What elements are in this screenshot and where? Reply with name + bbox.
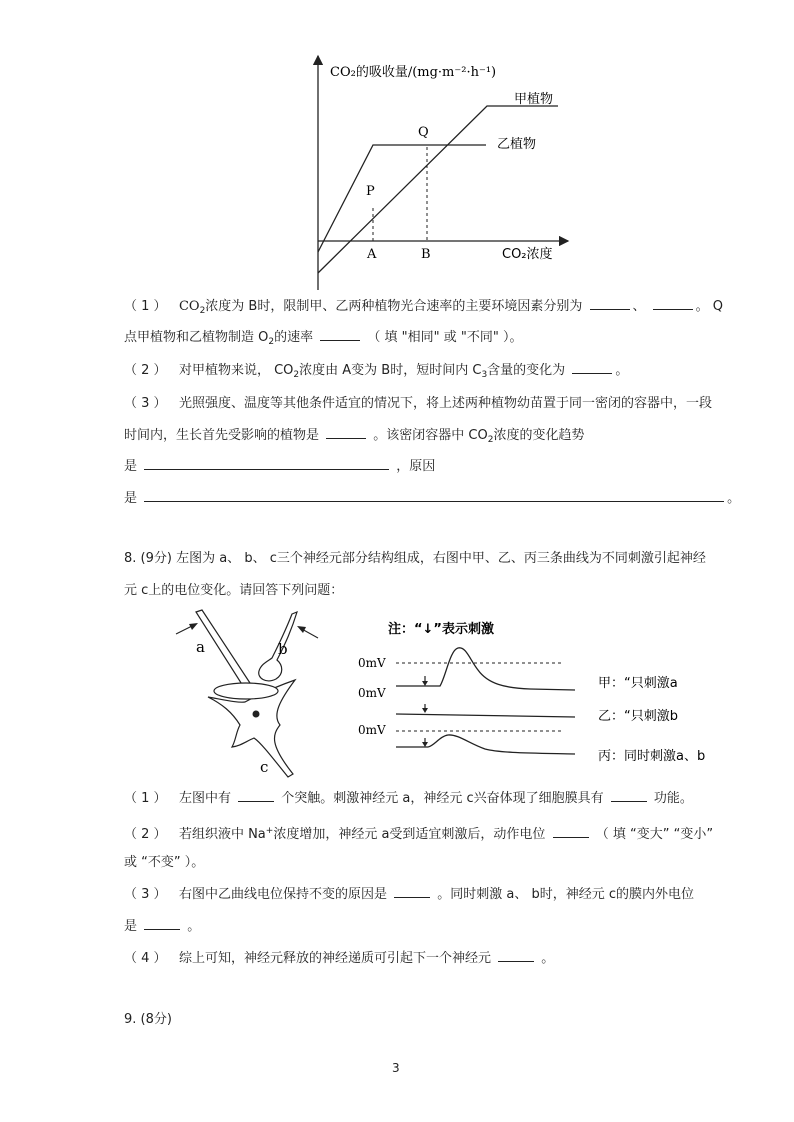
y-axis-label: CO₂的吸收量/(mg·m⁻²·h⁻¹) (330, 65, 497, 80)
zero-mv-label: 0mV (358, 656, 386, 670)
synapse-terminal (214, 683, 278, 699)
q8-header-line1: 8. (9分) 左图为 a、 b、 c三个神经元部分结构组成，右图中甲、乙、丙三条曲线为不同刺激引起神经 (124, 551, 706, 566)
q7-part3-line1: （ 3 ） 光照强度、温度等其他条件适宜的情况下，将上述两种植物幼苗置于同一密闭的容器中，一段 (124, 396, 712, 411)
q8-part2-line1: （ 2 ） 若组织液中 Na+浓度增加，神经元 a受到适宜刺激后，动作电位 （ 填 “变大” “变小” (124, 826, 714, 842)
q8-header-line2: 元 c上的电位变化。请回答下列问题： (124, 583, 344, 598)
yi-plant-curve (318, 145, 486, 252)
stimulus-note: 注：“↓”表示刺激 (388, 622, 494, 637)
q8-part1: （ 1 ） 左图中有 个突触。刺激神经元 a，神经元 c兴奋体现了细胞膜具有 功能。 (124, 791, 693, 806)
q8-part2-line2: 或 “不变” ）。 (124, 855, 205, 870)
answer-blank[interactable] (572, 361, 612, 374)
answer-blank[interactable] (320, 328, 360, 341)
answer-blank[interactable] (144, 457, 389, 470)
tick-b-label: B (421, 247, 431, 262)
stimulus-arrow-b-head (297, 626, 306, 633)
tick-a-label: A (367, 247, 377, 262)
neuron-c-label: c (260, 758, 269, 776)
curve-bing (396, 735, 575, 754)
stimulus-mark-head (422, 742, 428, 747)
jia-plant-label: 甲植物 (514, 92, 554, 107)
zero-mv-label: 0mV (358, 686, 386, 700)
answer-blank[interactable] (238, 789, 274, 802)
q7-part2: （ 2 ） 对甲植物来说， $CO_2$浓度由 A变为 B时，短时间内 $C_3$含量的变化为 。 (124, 363, 629, 380)
answer-blank[interactable] (394, 885, 430, 898)
curve-yi-label: 乙：“只刺激b (598, 709, 678, 724)
stimulus-arrow-a-head (189, 623, 198, 630)
q7-part1-line2: 点甲植物和乙植物制造 $O_2$的速率 （ 填 "相同" 或 "不同" ）。 (124, 330, 523, 347)
stimulus-mark-head (422, 708, 428, 713)
neuron-a-label: a (196, 638, 205, 656)
co2-absorption-graph (300, 50, 600, 290)
q8-part4: （ 4 ） 综上可知，神经元释放的神经递质可引起下一个神经元 。 (124, 951, 555, 966)
stimulus-mark-head (422, 681, 428, 686)
yi-plant-label: 乙植物 (497, 137, 537, 152)
membrane-potential-graph (355, 610, 725, 770)
neuron-b-label: b (278, 640, 288, 658)
page-number: 3 (392, 1061, 400, 1075)
point-p-label: P (366, 184, 375, 199)
curve-jia-label: 甲：“只刺激a (598, 676, 678, 691)
answer-blank[interactable] (326, 426, 366, 439)
curve-yi (396, 714, 575, 717)
answer-blank[interactable] (498, 949, 534, 962)
nucleus (253, 711, 260, 718)
answer-blank[interactable] (590, 297, 630, 310)
answer-blank[interactable] (611, 789, 647, 802)
q7-part3-line2: 时间内，生长首先受影响的植物是 。该密闭容器中 $CO_2$浓度的变化趋势 (124, 428, 585, 445)
answer-blank[interactable] (653, 297, 693, 310)
answer-blank[interactable] (144, 489, 724, 502)
q7-part3-line3: 是 ，原因 (124, 459, 436, 474)
zero-mv-label: 0mV (358, 723, 386, 737)
neuron-diagram (165, 605, 335, 780)
point-q-label: Q (418, 125, 429, 140)
q7-part1-line1: （ 1 ） $CO_2$浓度为 B时，限制甲、乙两种植物光合速率的主要环境因素分别为 、 。 Q (124, 299, 724, 316)
q8-part3-line1: （ 3 ） 右图中乙曲线电位保持不变的原因是 。同时刺激 a、 b时，神经元 c的膜内外电位 (124, 887, 695, 902)
q8-part3-line2: 是 。 (124, 919, 201, 934)
q7-part3-line4: 是 。 (124, 491, 741, 506)
answer-blank[interactable] (553, 825, 589, 838)
q9-header: 9. (8分) (124, 1012, 172, 1027)
curve-jia (396, 648, 575, 690)
curve-bing-label: 丙：同时刺激a、b (598, 749, 706, 764)
x-axis-label: CO₂浓度 (502, 247, 553, 262)
answer-blank[interactable] (144, 917, 180, 930)
